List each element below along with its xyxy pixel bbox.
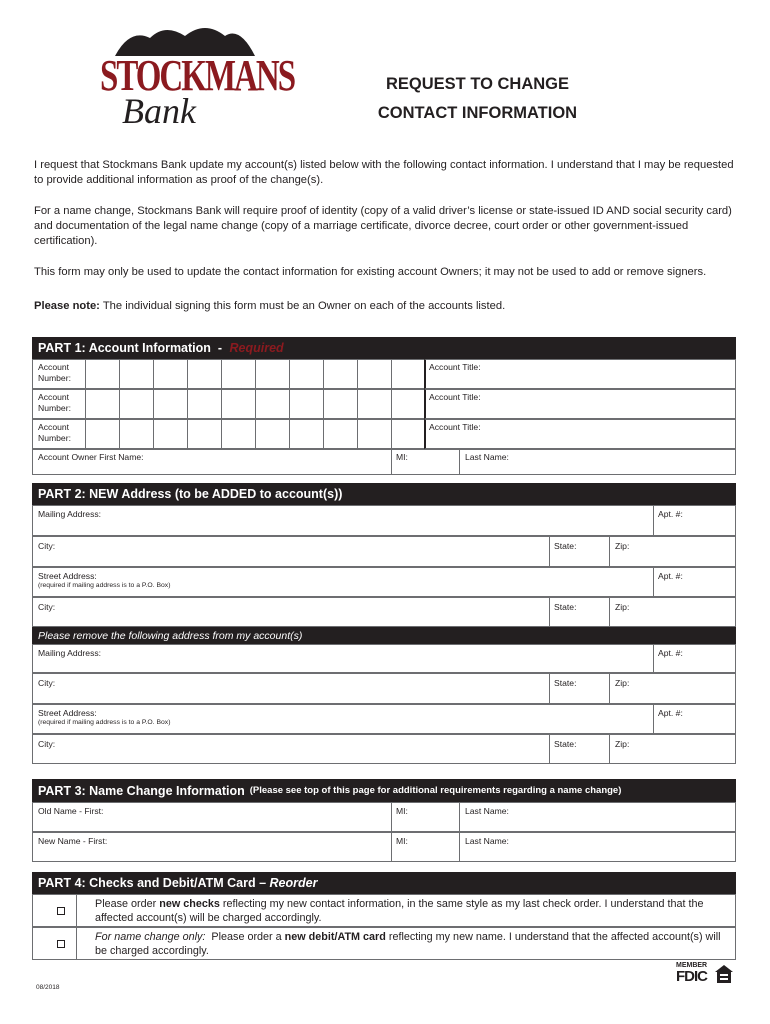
account-number-label: Account Number: — [38, 422, 71, 443]
new-card-text — [95, 930, 730, 958]
account-digit-box[interactable] — [357, 419, 392, 449]
intro-paragraph-2: For a name change, Stockmans Bank will require proof of identity (copy of a valid driver’s license or state-issued ID AND social security card) and documentation of the legal name change (copy of a marriage certificate, divorce decree, court order or other government-issued certification). — [34, 205, 732, 247]
city-label: City: — [38, 739, 56, 749]
last-name-label: Last Name: — [465, 836, 509, 846]
remove-address-title: Please remove the following address from my account(s) — [38, 629, 303, 642]
logo-sub: Bank — [122, 91, 196, 131]
street-address-label: Street Address: — [38, 571, 97, 581]
please-note — [34, 299, 739, 314]
account-digit-box[interactable] — [255, 389, 290, 419]
note-label: Please note: — [34, 300, 100, 312]
account-digit-box[interactable] — [221, 419, 256, 449]
account-digit-box[interactable] — [187, 389, 222, 419]
title-line-2: CONTACT INFORMATION — [377, 104, 578, 122]
remove-address-header — [32, 627, 736, 644]
account-digit-box[interactable] — [391, 389, 426, 419]
apt-label: Apt. #: — [658, 648, 683, 658]
new-name-first-field[interactable] — [32, 832, 736, 862]
account-title-label: Account Title: — [429, 362, 481, 372]
account-digit-box[interactable] — [357, 359, 392, 389]
new-city-field[interactable] — [32, 536, 736, 567]
mailing-address-label: Mailing Address: — [38, 648, 102, 658]
part3-title: PART 3: Name Change Information — [38, 783, 245, 798]
apt-label: Apt. #: — [658, 708, 683, 718]
last-name-label: Last Name: — [465, 452, 509, 462]
part1-header — [32, 337, 736, 359]
account-digit-box[interactable] — [323, 389, 358, 419]
old-name-first-field[interactable] — [32, 802, 736, 832]
page-title — [340, 70, 615, 128]
text: reflecting my new contact information, in the same style as my last check order. I understand that the affected account(s) will be charged accordingly. — [95, 898, 704, 924]
remove-city-field[interactable] — [32, 734, 736, 764]
account-digit-box[interactable] — [119, 419, 154, 449]
member-fdic-logo — [676, 962, 707, 984]
part1-title: PART 1: Account Information - — [38, 341, 226, 355]
logo-brand: STOCKMANS — [100, 52, 295, 101]
account-digit-box[interactable] — [323, 359, 358, 389]
remove-city-field[interactable] — [32, 673, 736, 704]
part4-header — [32, 872, 736, 894]
city-label: City: — [38, 602, 56, 612]
text: reflecting my new name. I understand that the affected account(s) will be charged accordingly. — [95, 931, 724, 957]
account-digit-box[interactable] — [289, 419, 324, 449]
apt-label: Apt. #: — [658, 571, 683, 581]
account-number-label: Account Number: — [38, 392, 71, 413]
apt-label: Apt. #: — [658, 509, 683, 519]
account-digit-box[interactable] — [289, 359, 324, 389]
account-digit-box[interactable] — [289, 389, 324, 419]
note-text: The individual signing this form must be an Owner on each of the accounts listed. — [99, 300, 506, 312]
part3-header — [32, 779, 736, 802]
street-address-label: Street Address: — [38, 708, 97, 718]
account-digit-box[interactable] — [153, 419, 188, 449]
city-label: City: — [38, 541, 56, 551]
street-note: (required if mailing address is to a P.O. Box) — [38, 582, 171, 589]
account-digit-box[interactable] — [391, 359, 426, 389]
mi-label: MI: — [396, 836, 408, 846]
account-digit-box[interactable] — [85, 419, 120, 449]
account-number-label: Account Number: — [38, 362, 71, 383]
new-city-field[interactable] — [32, 597, 736, 627]
account-digit-box[interactable] — [119, 389, 154, 419]
new-checks-text — [95, 897, 730, 925]
stockmans-bank-logo — [100, 18, 295, 133]
text: Please order — [95, 898, 160, 910]
part4-title: PART 4: Checks and Debit/ATM Card – — [38, 876, 270, 890]
title-line-1: REQUEST TO CHANGE — [385, 75, 570, 93]
account-digit-box[interactable] — [119, 359, 154, 389]
member-text: MEMBER — [676, 962, 708, 969]
state-label: State: — [554, 739, 577, 749]
zip-label: Zip: — [615, 602, 630, 612]
new-mailing-address-field[interactable] — [32, 505, 736, 536]
mi-label: MI: — [396, 452, 408, 462]
first-name-label: Account Owner First Name: — [38, 452, 144, 462]
account-digit-box[interactable] — [255, 419, 290, 449]
last-name-label: Last Name: — [465, 806, 509, 816]
part2-title: PART 2: NEW Address (to be ADDED to account(s)) — [38, 487, 343, 501]
intro-paragraph-1: I request that Stockmans Bank update my account(s) listed below with the following contact information. I understand that I may be requested to provide additional information as proof of the change(s). — [34, 159, 734, 186]
column-divider — [76, 894, 77, 960]
new-name-label: New Name - First: — [38, 836, 108, 846]
account-title-label: Account Title: — [429, 422, 481, 432]
part3-note: (Please see top of this page for additional requirements regarding a name change) — [249, 785, 622, 796]
account-digit-box[interactable] — [153, 359, 188, 389]
account-digit-box[interactable] — [85, 389, 120, 419]
equal-housing-icon — [714, 964, 734, 984]
form-date: 08/2018 — [36, 984, 60, 991]
new-checks-checkbox[interactable] — [57, 907, 65, 915]
state-label: State: — [554, 602, 577, 612]
city-label: City: — [38, 678, 56, 688]
account-digit-box[interactable] — [391, 419, 426, 449]
part4-title-em: Reorder — [269, 876, 318, 890]
old-name-label: Old Name - First: — [38, 806, 104, 816]
account-digit-box[interactable] — [255, 359, 290, 389]
text-bold: new checks — [159, 898, 220, 910]
text-italic: For name change only: — [95, 931, 206, 943]
account-digit-box[interactable] — [221, 389, 256, 419]
remove-mailing-address-field[interactable] — [32, 644, 736, 673]
account-title-label: Account Title: — [429, 392, 481, 402]
account-digit-box[interactable] — [153, 389, 188, 419]
account-digit-box[interactable] — [323, 419, 358, 449]
fdic-text: FDIC — [676, 968, 707, 985]
state-label: State: — [554, 541, 577, 551]
new-card-checkbox[interactable] — [57, 940, 65, 948]
zip-label: Zip: — [615, 678, 630, 688]
mi-label: MI: — [396, 806, 408, 816]
account-digit-box[interactable] — [85, 359, 120, 389]
text-bold: new debit/ATM card — [284, 931, 386, 943]
zip-label: Zip: — [615, 739, 630, 749]
account-digit-box[interactable] — [187, 419, 222, 449]
part2-header — [32, 483, 736, 505]
zip-label: Zip: — [615, 541, 630, 551]
mailing-address-label: Mailing Address: — [38, 509, 102, 519]
account-digit-box[interactable] — [187, 359, 222, 389]
state-label: State: — [554, 678, 577, 688]
text: Please order a — [205, 931, 285, 943]
account-digit-box[interactable] — [221, 359, 256, 389]
street-note: (required if mailing address is to a P.O. Box) — [38, 719, 171, 726]
required-label: Required — [229, 341, 284, 355]
intro-paragraph-3: This form may only be used to update the contact information for existing account Owners; it may not be used to add or remove signers. — [34, 266, 707, 278]
account-digit-box[interactable] — [357, 389, 392, 419]
